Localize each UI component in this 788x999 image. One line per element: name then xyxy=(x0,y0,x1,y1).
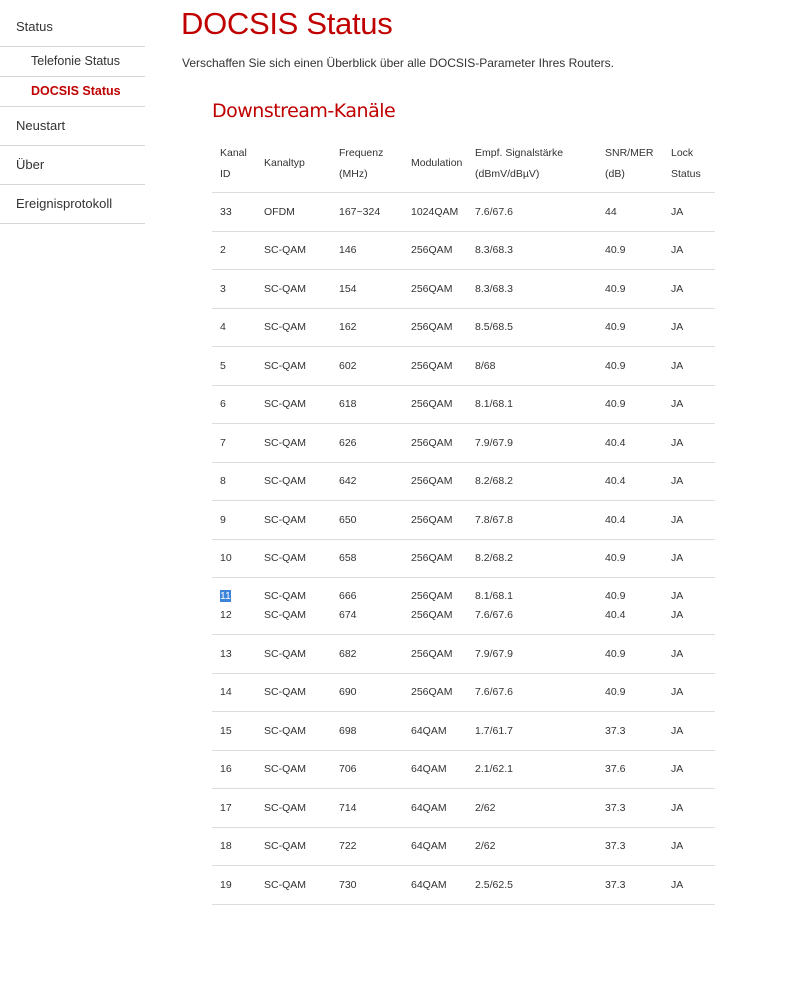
cell-frequenz: 730 xyxy=(331,866,403,905)
table-row xyxy=(212,635,715,674)
cell-modulation: 64QAM xyxy=(403,712,467,751)
cell-kanal-id: 13 xyxy=(212,635,256,674)
cell-modulation: 256QAM 256QAM xyxy=(403,578,467,635)
cell-signalstaerke: 8.3/68.3 xyxy=(467,231,597,270)
cell-signalstaerke: 7.6/67.6 xyxy=(467,193,597,232)
sidebar-item-ereignisprotokoll[interactable]: Ereignisprotokoll xyxy=(0,185,145,224)
cell-lock-status: JA xyxy=(663,385,715,424)
cell-kanaltyp: SC-QAM xyxy=(256,462,331,501)
cell-lock-status: JA xyxy=(663,750,715,789)
cell-signalstaerke: 7.8/67.8 xyxy=(467,501,597,540)
cell-frequenz: 167~324 xyxy=(331,193,403,232)
cell-kanal-id: 9 xyxy=(212,501,256,540)
cell-snr-mer: 40.4 xyxy=(597,462,663,501)
cell-lock-status: JA xyxy=(663,308,715,347)
cell-kanaltyp: SC-QAM xyxy=(256,270,331,309)
cell-modulation: 256QAM xyxy=(403,424,467,463)
sidebar-item-ueber[interactable]: Über xyxy=(0,146,145,185)
cell-lock-status: JA xyxy=(663,539,715,578)
page-title: DOCSIS Status xyxy=(181,6,393,41)
cell-modulation: 256QAM xyxy=(403,635,467,674)
cell-modulation: 64QAM xyxy=(403,866,467,905)
cell-frequenz: 682 xyxy=(331,635,403,674)
cell-kanal-id: 33 xyxy=(212,193,256,232)
cell-frequenz: 690 xyxy=(331,673,403,712)
cell-frequenz: 602 xyxy=(331,347,403,386)
cell-modulation: 256QAM xyxy=(403,501,467,540)
table-row xyxy=(212,231,715,270)
cell-snr-mer: 40.9 xyxy=(597,231,663,270)
table-row xyxy=(212,385,715,424)
cell-signalstaerke: 8.1/68.1 xyxy=(467,385,597,424)
cell-kanaltyp: SC-QAM xyxy=(256,750,331,789)
cell-signalstaerke: 7.9/67.9 xyxy=(467,635,597,674)
cell-kanal-id: 16 xyxy=(212,750,256,789)
table-row xyxy=(212,539,715,578)
table-row xyxy=(212,750,715,789)
page-description: Verschaffen Sie sich einen Überblick über alle DOCSIS-Parameter Ihres Routers. xyxy=(182,56,614,70)
cell-modulation: 256QAM xyxy=(403,539,467,578)
cell-kanal-id: 14 xyxy=(212,673,256,712)
table-row xyxy=(212,866,715,905)
cell-modulation: 64QAM xyxy=(403,789,467,828)
cell-lock-status: JA xyxy=(663,712,715,751)
cell-lock-status: JA xyxy=(663,424,715,463)
cell-snr-mer: 37.3 xyxy=(597,827,663,866)
cell-kanal-id: 11 12 xyxy=(212,578,256,635)
column-header-lock-status: Lock Status xyxy=(663,135,715,193)
cell-modulation: 256QAM xyxy=(403,308,467,347)
cell-snr-mer: 40.9 xyxy=(597,539,663,578)
column-header-kanaltyp: Kanaltyp xyxy=(256,135,331,193)
cell-kanaltyp: SC-QAM xyxy=(256,424,331,463)
cell-snr-mer: 40.9 xyxy=(597,635,663,674)
table-row xyxy=(212,308,715,347)
column-header-frequenz: Frequenz (MHz) xyxy=(331,135,403,193)
cell-snr-mer: 40.9 xyxy=(597,308,663,347)
cell-snr-mer: 40.4 xyxy=(597,424,663,463)
cell-modulation: 256QAM xyxy=(403,462,467,501)
cell-modulation: 256QAM xyxy=(403,270,467,309)
cell-snr-mer: 37.3 xyxy=(597,789,663,828)
cell-kanaltyp: SC-QAM SC-QAM xyxy=(256,578,331,635)
cell-frequenz: 154 xyxy=(331,270,403,309)
cell-kanaltyp: SC-QAM xyxy=(256,501,331,540)
cell-kanal-id: 10 xyxy=(212,539,256,578)
table-row xyxy=(212,712,715,751)
cell-modulation: 64QAM xyxy=(403,827,467,866)
cell-kanaltyp: SC-QAM xyxy=(256,385,331,424)
cell-kanaltyp: OFDM xyxy=(256,193,331,232)
sidebar-item-neustart[interactable]: Neustart xyxy=(0,107,145,146)
cell-kanal-id: 19 xyxy=(212,866,256,905)
cell-frequenz: 146 xyxy=(331,231,403,270)
downstream-channel-table xyxy=(212,135,715,905)
table-body xyxy=(212,193,715,905)
cell-frequenz: 162 xyxy=(331,308,403,347)
cell-kanaltyp: SC-QAM xyxy=(256,635,331,674)
cell-snr-mer: 37.3 xyxy=(597,866,663,905)
cell-modulation: 64QAM xyxy=(403,750,467,789)
cell-lock-status: JA JA xyxy=(663,578,715,635)
cell-signalstaerke: 7.9/67.9 xyxy=(467,424,597,463)
cell-signalstaerke: 8.5/68.5 xyxy=(467,308,597,347)
cell-signalstaerke: 8.2/68.2 xyxy=(467,462,597,501)
cell-frequenz: 658 xyxy=(331,539,403,578)
sidebar-item-status[interactable]: Status xyxy=(0,8,145,47)
cell-kanal-id: 5 xyxy=(212,347,256,386)
cell-snr-mer: 40.9 xyxy=(597,673,663,712)
cell-frequenz: 666 674 xyxy=(331,578,403,635)
cell-modulation: 1024QAM xyxy=(403,193,467,232)
table-row xyxy=(212,462,715,501)
cell-kanaltyp: SC-QAM xyxy=(256,712,331,751)
cell-kanaltyp: SC-QAM xyxy=(256,231,331,270)
cell-kanal-id: 17 xyxy=(212,789,256,828)
cell-snr-mer: 37.6 xyxy=(597,750,663,789)
cell-lock-status: JA xyxy=(663,462,715,501)
cell-signalstaerke: 8/68 xyxy=(467,347,597,386)
table-row xyxy=(212,673,715,712)
downstream-section-title: Downstream-Kanäle xyxy=(212,100,396,122)
cell-kanaltyp: SC-QAM xyxy=(256,789,331,828)
cell-kanaltyp: SC-QAM xyxy=(256,866,331,905)
cell-lock-status: JA xyxy=(663,347,715,386)
cell-snr-mer: 40.9 40.4 xyxy=(597,578,663,635)
cell-snr-mer: 37.3 xyxy=(597,712,663,751)
cell-kanaltyp: SC-QAM xyxy=(256,539,331,578)
column-header-snr-mer: SNR/MER (dB) xyxy=(597,135,663,193)
table-row xyxy=(212,578,715,635)
cell-kanal-id: 6 xyxy=(212,385,256,424)
table-header-row xyxy=(212,135,715,193)
cell-lock-status: JA xyxy=(663,827,715,866)
table-row xyxy=(212,827,715,866)
cell-frequenz: 618 xyxy=(331,385,403,424)
table-row xyxy=(212,270,715,309)
cell-signalstaerke: 8.1/68.1 7.6/67.6 xyxy=(467,578,597,635)
sidebar-nav xyxy=(0,8,145,224)
cell-signalstaerke: 2.5/62.5 xyxy=(467,866,597,905)
cell-kanal-id: 4 xyxy=(212,308,256,347)
cell-frequenz: 642 xyxy=(331,462,403,501)
cell-signalstaerke: 7.6/67.6 xyxy=(467,673,597,712)
cell-signalstaerke: 1.7/61.7 xyxy=(467,712,597,751)
cell-kanal-id: 2 xyxy=(212,231,256,270)
cell-kanaltyp: SC-QAM xyxy=(256,827,331,866)
cell-frequenz: 626 xyxy=(331,424,403,463)
cell-signalstaerke: 2/62 xyxy=(467,827,597,866)
cell-modulation: 256QAM xyxy=(403,385,467,424)
cell-snr-mer: 40.4 xyxy=(597,501,663,540)
column-header-signalstaerke: Empf. Signalstärke (dBmV/dBµV) xyxy=(467,135,597,193)
cell-kanal-id: 3 xyxy=(212,270,256,309)
cell-kanal-id: 15 xyxy=(212,712,256,751)
cell-signalstaerke: 2/62 xyxy=(467,789,597,828)
cell-frequenz: 722 xyxy=(331,827,403,866)
sidebar-item-telefonie-status[interactable]: Telefonie Status xyxy=(0,47,145,77)
cell-kanal-id: 7 xyxy=(212,424,256,463)
cell-frequenz: 714 xyxy=(331,789,403,828)
cell-kanaltyp: SC-QAM xyxy=(256,308,331,347)
cell-signalstaerke: 2.1/62.1 xyxy=(467,750,597,789)
cell-snr-mer: 40.9 xyxy=(597,347,663,386)
cell-snr-mer: 44 xyxy=(597,193,663,232)
table-row xyxy=(212,347,715,386)
cell-signalstaerke: 8.3/68.3 xyxy=(467,270,597,309)
cell-kanal-id: 18 xyxy=(212,827,256,866)
cell-frequenz: 706 xyxy=(331,750,403,789)
cell-lock-status: JA xyxy=(663,270,715,309)
cell-lock-status: JA xyxy=(663,231,715,270)
table-row xyxy=(212,424,715,463)
table-row xyxy=(212,193,715,232)
cell-lock-status: JA xyxy=(663,789,715,828)
cell-modulation: 256QAM xyxy=(403,231,467,270)
table-row xyxy=(212,501,715,540)
cell-snr-mer: 40.9 xyxy=(597,385,663,424)
column-header-kanal-id: Kanal ID xyxy=(212,135,256,193)
cell-kanaltyp: SC-QAM xyxy=(256,673,331,712)
sidebar-item-docsis-status[interactable]: DOCSIS Status xyxy=(0,77,145,107)
cell-lock-status: JA xyxy=(663,193,715,232)
cell-snr-mer: 40.9 xyxy=(597,270,663,309)
cell-signalstaerke: 8.2/68.2 xyxy=(467,539,597,578)
cell-frequenz: 650 xyxy=(331,501,403,540)
column-header-modulation: Modulation xyxy=(403,135,467,193)
cell-frequenz: 698 xyxy=(331,712,403,751)
cell-lock-status: JA xyxy=(663,673,715,712)
table-row xyxy=(212,789,715,828)
cell-lock-status: JA xyxy=(663,866,715,905)
cell-lock-status: JA xyxy=(663,635,715,674)
cell-kanaltyp: SC-QAM xyxy=(256,347,331,386)
cell-lock-status: JA xyxy=(663,501,715,540)
cell-modulation: 256QAM xyxy=(403,673,467,712)
cell-modulation: 256QAM xyxy=(403,347,467,386)
cell-kanal-id: 8 xyxy=(212,462,256,501)
